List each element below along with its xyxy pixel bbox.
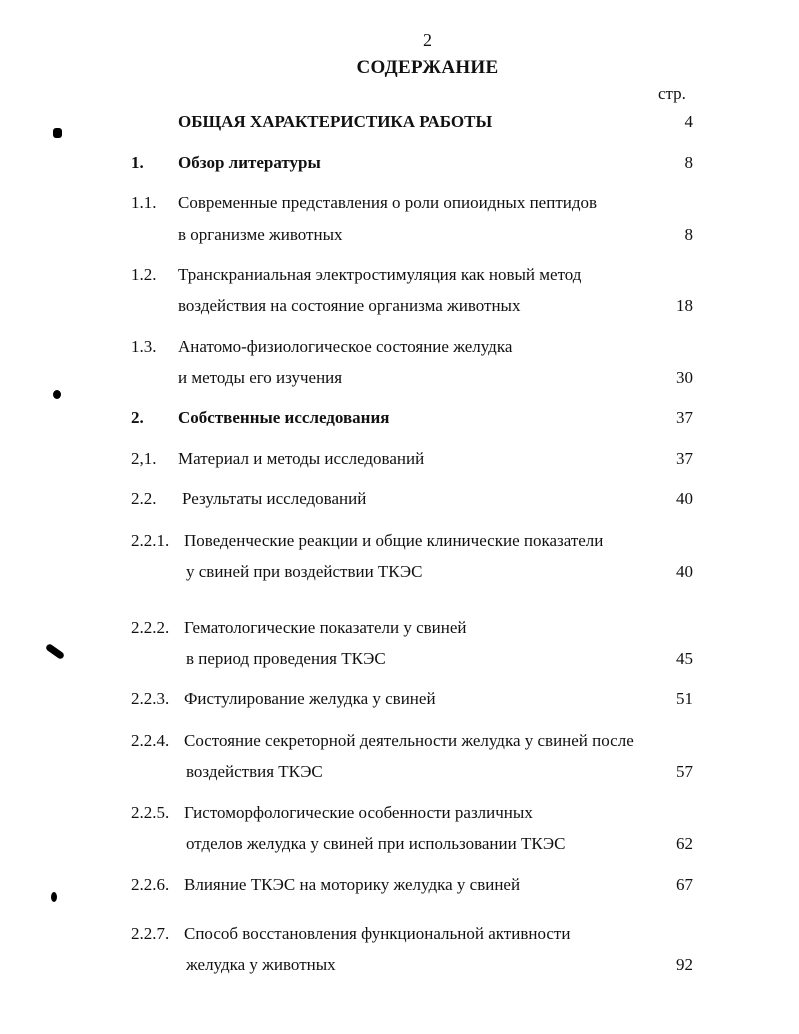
scan-mark: [51, 892, 57, 902]
toc-entry-page: 67: [676, 875, 693, 894]
toc-entry-page: 92: [676, 955, 693, 974]
scan-mark: [45, 643, 65, 660]
toc-entry-text: воздействия ТКЭС: [186, 762, 323, 781]
toc-entry-page: 40: [676, 562, 693, 581]
scan-mark: [53, 128, 62, 138]
toc-entry-text: Обзор литературы: [178, 153, 321, 172]
toc-entry-text: Собственные исследования: [178, 408, 390, 427]
toc-entry-text: в организме животных: [178, 225, 343, 244]
toc-entry-number: 1.2.: [131, 265, 157, 284]
toc-entry-text: в период проведения ТКЭС: [186, 649, 386, 668]
scan-mark: [53, 390, 61, 399]
toc-entry-page: 57: [676, 762, 693, 781]
toc-entry-number: 2.2.2.: [131, 618, 170, 637]
toc-entry-page: 45: [676, 649, 693, 668]
toc-entry-text: Анатомо-физиологическое состояние желудка: [178, 337, 513, 356]
toc-entry-text: ОБЩАЯ ХАРАКТЕРИСТИКА РАБОТЫ: [178, 112, 493, 131]
toc-entry-text: Материал и методы исследований: [178, 449, 425, 468]
toc-entry-number: 1.: [131, 153, 144, 172]
toc-entry-text: Влияние ТКЭС на моторику желудка у свиней: [184, 875, 521, 894]
toc-entry-text: Поведенческие реакции и общие клинические показатели: [184, 531, 604, 550]
toc-entry-page: 40: [676, 489, 693, 508]
toc-entry-text: Гистоморфологические особенности различных: [184, 803, 533, 822]
toc-entry-number: 2.2.7.: [131, 924, 170, 943]
toc-entry-text: Транскраниальная электростимуляция как новый метод: [178, 265, 582, 284]
toc-entry-page: 8: [684, 225, 693, 244]
toc-entry-text: Фистулирование желудка у свиней: [184, 689, 436, 708]
toc-entry-text: Современные представления о роли опиоидных пептидов: [178, 193, 598, 212]
toc-entry-page: 18: [676, 296, 693, 315]
toc-entry-page: 37: [676, 408, 693, 427]
toc-entry-page: 8: [684, 153, 693, 172]
toc-entry-text: Состояние секреторной деятельности желудка у свиней после: [184, 731, 634, 750]
toc-entry-number: 2.2.4.: [131, 731, 170, 750]
toc-entry-text: Способ восстановления функциональной активности: [184, 924, 571, 943]
toc-entry-text: желудка у животных: [186, 955, 336, 974]
toc-entry-text: Результаты исследований: [182, 489, 367, 508]
toc-entry-number: 2.2.5.: [131, 803, 170, 822]
toc-entry-text: отделов желудка у свиней при использовании ТКЭС: [186, 834, 566, 853]
toc-entry-page: 62: [676, 834, 693, 853]
toc-entry-text: воздействия на состояние организма животных: [178, 296, 521, 315]
page-title: СОДЕРЖАНИЕ: [356, 57, 499, 78]
toc-entry-page: 37: [676, 449, 693, 468]
toc-entry-number: 2,1.: [131, 449, 157, 468]
toc-entry-number: 2.2.6.: [131, 875, 170, 894]
toc-entry-text: у свиней при воздействии ТКЭС: [186, 562, 423, 581]
toc-entry-page: 51: [676, 689, 693, 708]
toc-entry-number: 2.2.: [131, 489, 157, 508]
toc-entry-text: Гематологические показатели у свиней: [184, 618, 467, 637]
page-number: 2: [423, 30, 432, 50]
toc-entry-number: 2.2.1.: [131, 531, 170, 550]
toc-entry-number: 2.2.3.: [131, 689, 170, 708]
toc-entry-page: 30: [676, 368, 693, 387]
toc-entry-page: 4: [684, 112, 693, 131]
toc-entry-number: 2.: [131, 408, 144, 427]
toc-entry-number: 1.3.: [131, 337, 157, 356]
page-column-label: стр.: [658, 84, 686, 103]
toc-entry-text: и методы его изучения: [178, 368, 343, 387]
toc-entry-number: 1.1.: [131, 193, 157, 212]
